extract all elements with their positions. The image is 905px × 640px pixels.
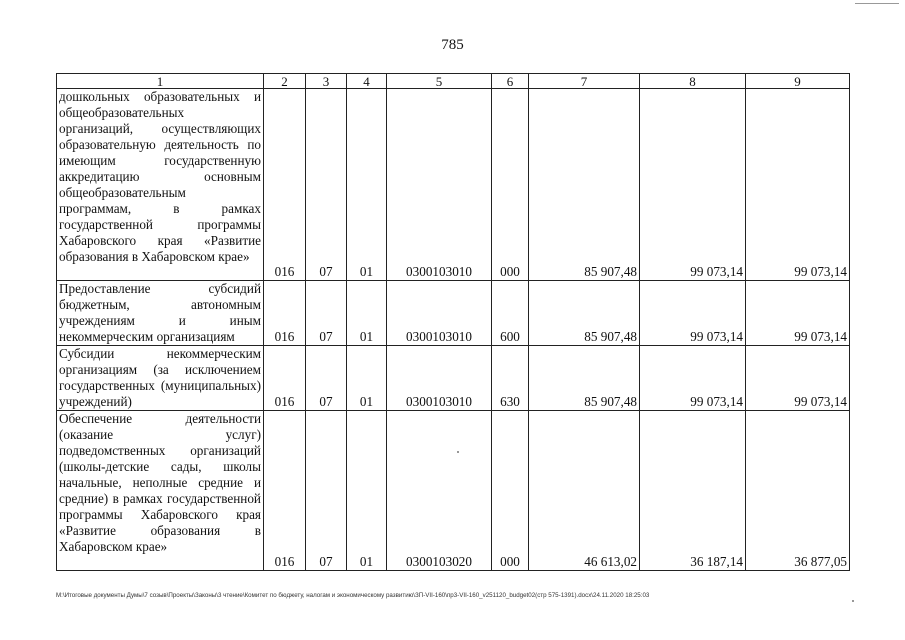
cell-subsection: 01	[347, 411, 387, 571]
cell-section: 07	[306, 411, 347, 571]
cell-amount-col8: 99 073,14	[640, 346, 746, 411]
cell-ministry-code: 016	[264, 411, 306, 571]
header-row	[57, 74, 850, 89]
header-col-9: 9	[746, 74, 850, 89]
cell-section: 07	[306, 346, 347, 411]
header-col-5: 5	[387, 74, 492, 89]
scan-speck	[457, 451, 459, 453]
cell-amount-col7: 85 907,48	[529, 281, 640, 346]
cell-amount-col7: 85 907,48	[529, 89, 640, 281]
header-col-1: 1	[57, 74, 264, 89]
cell-target-article: 0300103010	[387, 89, 492, 281]
header-col-8: 8	[640, 74, 746, 89]
table-row	[57, 346, 850, 411]
table-row	[57, 89, 850, 281]
cell-ministry-code: 016	[264, 281, 306, 346]
scan-speck	[852, 600, 854, 602]
cell-amount-col7: 85 907,48	[529, 346, 640, 411]
row-description: Предоставление субсидий бюджетным, автономным учреждениям и иным некоммерческим организациям	[57, 281, 264, 346]
page-number: 785	[441, 37, 464, 53]
cell-amount-col8: 99 073,14	[640, 281, 746, 346]
cell-subsection: 01	[347, 89, 387, 281]
cell-amount-col9: 99 073,14	[746, 281, 850, 346]
cell-amount-col8: 36 187,14	[640, 411, 746, 571]
cell-expense-type: 630	[492, 346, 529, 411]
cell-subsection: 01	[347, 346, 387, 411]
cell-expense-type: 000	[492, 89, 529, 281]
cell-subsection: 01	[347, 281, 387, 346]
cell-section: 07	[306, 89, 347, 281]
cell-target-article: 0300103020	[387, 411, 492, 571]
cell-amount-col9: 36 877,05	[746, 411, 850, 571]
header-col-2: 2	[264, 74, 306, 89]
cell-amount-col8: 99 073,14	[640, 89, 746, 281]
document-path-footer: М:\Итоговые документы Думы\7 созыв\Проекты\Законы\3 чтение\Комитет по бюджету, налогам и экономическому развитию\ЗП-VII-160\пр3-VII-160_v251120_budget02(стр 575-1391).docx\24.11.2020 18:25:03	[56, 592, 650, 599]
header-col-6: 6	[492, 74, 529, 89]
header-col-7: 7	[529, 74, 640, 89]
row-description: Субсидии некоммерческим организациям (за исключением государственных (муниципальных) учреждений)	[57, 346, 264, 411]
table-row	[57, 281, 850, 346]
cell-target-article: 0300103010	[387, 281, 492, 346]
cell-expense-type: 600	[492, 281, 529, 346]
top-edge-rule	[855, 3, 899, 4]
cell-target-article: 0300103010	[387, 346, 492, 411]
row-description: Обеспечение деятельности (оказание услуг) подведомственных организаций (школы-детские сады, школы начальные, неполные средние и средние) в рамках государственной программы Хабаровского края «Развитие образования в Хабаровском крае»	[57, 411, 264, 571]
budget-table	[56, 73, 850, 571]
cell-amount-col9: 99 073,14	[746, 89, 850, 281]
cell-ministry-code: 016	[264, 89, 306, 281]
header-col-3: 3	[306, 74, 347, 89]
cell-expense-type: 000	[492, 411, 529, 571]
header-col-4: 4	[347, 74, 387, 89]
cell-section: 07	[306, 281, 347, 346]
cell-ministry-code: 016	[264, 346, 306, 411]
cell-amount-col7: 46 613,02	[529, 411, 640, 571]
table-row	[57, 411, 850, 571]
cell-amount-col9: 99 073,14	[746, 346, 850, 411]
row-description: дошкольных образовательных и общеобразовательных организаций, осуществляющих образовательную деятельность по имеющим государственную аккредитацию основным общеобразовательным программам, в рамках государственной программы Хабаровского края «Развитие образования в Хабаровском крае»	[57, 89, 264, 281]
